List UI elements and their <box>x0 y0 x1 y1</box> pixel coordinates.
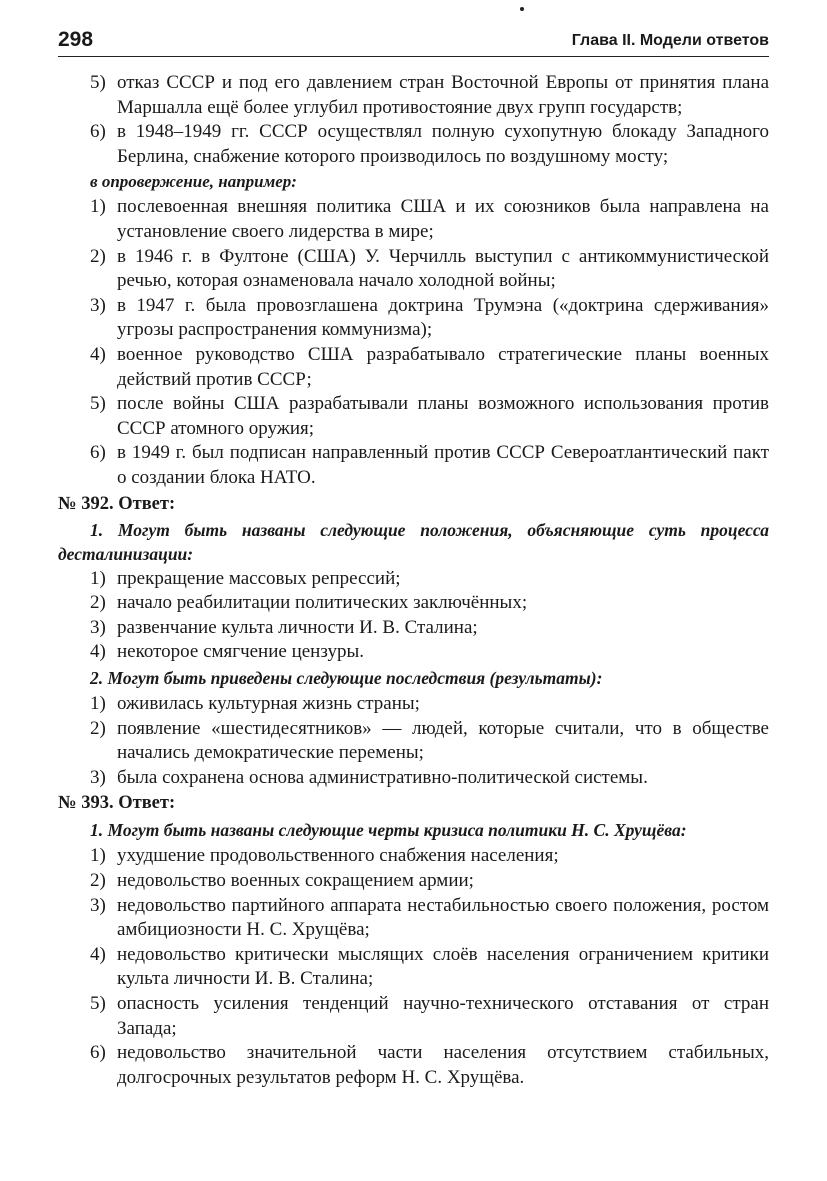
item-text: в 1948–1949 гг. СССР осуществлял полную сухопутную блокаду Западного Берлина, снабжение которого производилось по воздушному мосту; <box>117 121 769 167</box>
item-text: в 1946 г. в Фултоне (США) У. Черчилль выступил с антикоммунистической речью, которая ознаменовала начало холодной войны; <box>117 245 769 292</box>
item-number: 3) <box>90 894 106 916</box>
page-content <box>58 71 769 1090</box>
q392-section1-list <box>58 567 769 665</box>
item-number: 4) <box>90 943 106 965</box>
item-number: 2) <box>90 592 106 614</box>
item-number: 2) <box>90 245 106 267</box>
page-number: 298 <box>58 28 94 51</box>
item-text: была сохранена основа административно-политической системы. <box>117 766 648 788</box>
item-text: военное руководство США разрабатывало стратегические планы военных действий против СССР; <box>117 343 769 390</box>
item-text: развенчание культа личности И. В. Сталина; <box>117 616 478 638</box>
item-text: начало реабилитации политических заключённых; <box>117 592 528 614</box>
list-item <box>58 992 769 1041</box>
item-text: опасность усиления тенденций научно-технического отставания от стран Запада; <box>117 993 769 1039</box>
question-392-title: № 392. Ответ: <box>58 493 176 514</box>
list-item <box>58 1041 769 1090</box>
item-number: 1) <box>90 567 106 589</box>
item-text: в 1949 г. был подписан направленный против СССР Североатлантический пакт о создании блока НАТО. <box>117 442 769 488</box>
item-text: недовольство партийного аппарата нестабильностью своего положения, ростом амбициозности Н. С. Хрущёва; <box>117 894 769 941</box>
item-number: 5) <box>90 993 106 1014</box>
list-item <box>58 245 769 294</box>
list-item <box>58 766 769 791</box>
list-item <box>58 717 769 766</box>
list-item <box>58 616 769 641</box>
list-item <box>58 120 769 169</box>
item-number: 6) <box>90 1042 106 1064</box>
item-text: недовольство значительной части населения отсутствием стабильных, долгосрочных результатов реформ Н. С. Хрущёва. <box>117 1042 769 1088</box>
item-text: отказ СССР и под его давлением стран Восточной Европы от принятия плана Маршалла ещё более углубил противостояние двух групп государств; <box>117 72 769 118</box>
list-item <box>58 294 769 343</box>
item-text: оживилась культурная жизнь страны; <box>117 693 420 715</box>
page-header <box>58 28 769 57</box>
item-number: 6) <box>90 442 106 464</box>
q392-section1-heading: 1. Могут быть названы следующие положения, объясняющие суть процесса десталинизации: <box>58 519 769 565</box>
chapter-title: Глава II. Модели ответов <box>571 32 769 49</box>
list-item <box>58 195 769 244</box>
list-item <box>58 441 769 490</box>
item-number: 5) <box>90 393 106 415</box>
list-item <box>58 71 769 120</box>
item-number: 3) <box>90 616 106 638</box>
question-393-title: № 393. Ответ: <box>58 793 176 814</box>
refute-heading: в опровержение, например: <box>90 172 297 192</box>
item-text: недовольство военных сокращением армии; <box>117 870 474 892</box>
item-text: послевоенная внешняя политика США и их союзников была направлена на установление своего лидерства в мире; <box>117 196 769 242</box>
block1-list <box>58 71 769 169</box>
q392-section2-list <box>58 692 769 790</box>
item-number: 5) <box>90 72 106 93</box>
item-number: 1) <box>90 693 106 715</box>
print-speck <box>520 7 524 11</box>
list-item <box>58 894 769 943</box>
item-number: 2) <box>90 717 106 739</box>
list-item <box>58 869 769 894</box>
item-number: 4) <box>90 343 106 365</box>
item-text: некоторое смягчение цензуры. <box>117 641 364 663</box>
q392-section2-heading: 2. Могут быть приведены следующие последствия (результаты): <box>90 668 603 689</box>
item-number: 3) <box>90 294 106 316</box>
item-number: 4) <box>90 641 106 663</box>
list-item <box>58 692 769 717</box>
refute-list <box>58 195 769 490</box>
item-number: 1) <box>90 196 106 218</box>
item-number: 1) <box>90 845 106 867</box>
item-text: после войны США разрабатывали планы возможного использования против СССР атомного оружия; <box>117 393 769 439</box>
list-item <box>58 591 769 616</box>
list-item <box>58 567 769 592</box>
q393-section1-heading: 1. Могут быть названы следующие черты кризиса политики Н. С. Хрущёва: <box>90 820 687 841</box>
item-text: прекращение массовых репрессий; <box>117 567 401 589</box>
item-text: недовольство критически мыслящих слоёв населения ограничением критики культа личности И. В. Сталина; <box>117 943 769 990</box>
item-number: 3) <box>90 766 106 788</box>
item-text: появление «шестидесятников» — людей, которые считали, что в обществе начались демократические перемены; <box>117 717 769 764</box>
list-item <box>58 844 769 869</box>
item-text: в 1947 г. была провозглашена доктрина Трумэна («доктрина сдерживания» угрозы распространения коммунизма); <box>117 294 769 341</box>
list-item <box>58 343 769 392</box>
list-item <box>58 943 769 992</box>
list-item <box>58 392 769 441</box>
item-number: 6) <box>90 121 106 143</box>
item-text: ухудшение продовольственного снабжения населения; <box>117 845 559 867</box>
list-item <box>58 640 769 665</box>
q393-section1-list <box>58 844 769 1090</box>
item-number: 2) <box>90 870 106 892</box>
